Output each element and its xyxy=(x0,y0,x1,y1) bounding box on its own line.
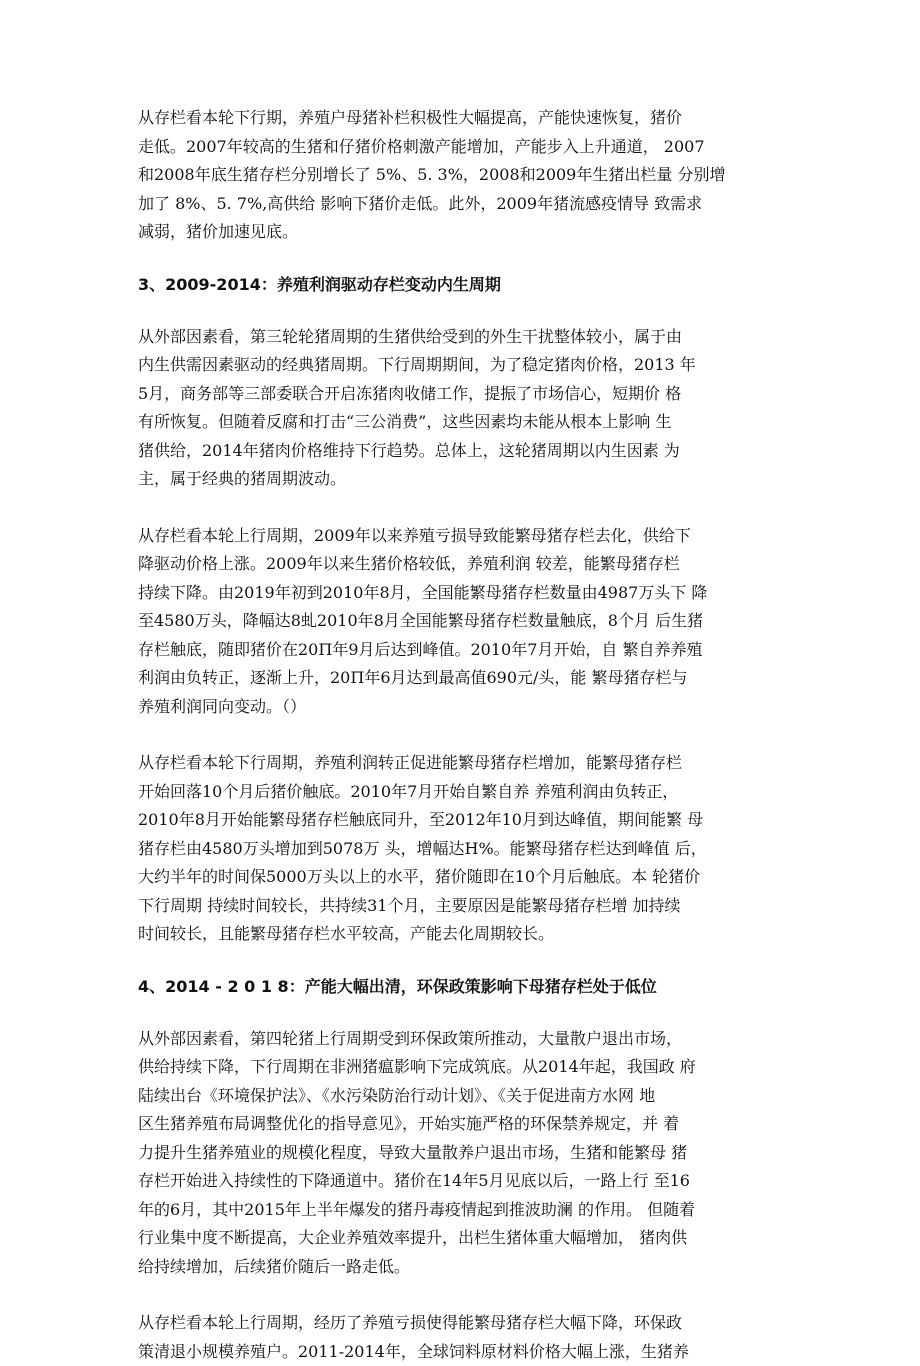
section-heading-4: 4、2014 - 2 0 1 8：产能大幅出清，环保政策影响下母猪存栏处于低位 xyxy=(138,976,657,996)
section-heading-3: 3、2009-2014：养殖利润驱动存栏变动内生周期 xyxy=(138,274,501,294)
paragraph-external-factors-3: 从外部因素看，第三轮轮猪周期的生猪供给受到的外生干扰整体较小，属于由 内生供需因素驱动的经典猪周期。下行周期期间，为了稳定猪肉价格，2013 年 5月，商务部等三部委联合开启冻猪肉收储工作，提振了市场信心，短期价 格 有所恢复。但随着反腐和打击“三公消费”，这些因素均未能从根本上影响 生 猪供给，2014年猪肉价格维持下行趋势。总体上，这轮猪周期以内生因素 为 主，属于经典的猪周期波动。 xyxy=(138,326,696,488)
document-page xyxy=(138,104,778,1366)
paragraph-upcycle-3: 从存栏看本轮上行周期，2009年以来养殖亏损导致能繁母猪存栏去化，供给下 降驱动价格上涨。2009年以来生猪价格较低，养殖利润 较差，能繁母猪存栏 持续下降。由2019年初到2010年8月，全国能繁母猪存栏数量由4987万头下 降 至4580万头，降幅达8虬2010年8月全国能繁母猪存栏数量触底，8个月 后生猪 存栏触底，随即猪价在20Π年9月后达到峰值。2010年7月开始，自 繁自养养殖 利润由负转正，逐渐上升，20Π年6月达到最高值690元/头，能 繁母猪存栏与 养殖利润同向变动。（） xyxy=(138,525,708,716)
paragraph-external-factors-4: 从外部因素看，第四轮猪上行周期受到环保政策所推动，大量散户退出市场， 供给持续下降，下行周期在非洲猪瘟影响下完成筑底。从2014年起，我国政 府 陆续出台《环境保护法》、《水污染防治行动计划》、《关于促进南方水网 地 区生猪养殖布局调整优化的指导意见》，开始实施严格的环保禁养规定，并 着 力提升生猪养殖业的规模化程度，导致大量散养户退出市场，生猪和能繁母 猪 存栏开始进入持续性的下降通道中。猪价在14年5月见底以后，一路上行 至16 年的6月，其中2015年上半年爆发的猪丹毒疫情起到推波助澜 的作用。 但随着 行业集中度不断提高，大企业养殖效率提升，出栏生猪体重大幅增加， 猪肉供 给持续增加，后续猪价随后一路走低。 xyxy=(138,1028,696,1276)
paragraph-downcycle-3: 从存栏看本轮下行周期，养殖利润转正促进能繁母猪存栏增加，能繁母猪存栏 开始回落10个月后猪价触底。2010年7月开始自繁自养 养殖利润由负转正， 2010年8月开始能繁母猪存栏触底同升，至2012年10月到达峰值，期间能繁 母 猪存栏由4580万头增加到5078万 头，增幅达H%。能繁母猪存栏达到峰值 后， 大约半年的时间保5000万头以上的水平，猪价随即在10个月后触底。本 轮猪价 下行周期 持续时间较长，共持续31个月，主要原因是能繁母猪存栏增 加持续 时间较长，且能繁母猪存栏水平较高，产能去化周期较长。 xyxy=(138,753,707,943)
paragraph-2008-downcycle: 从存栏看本轮下行期，养殖户母猪补栏积极性大幅提高，产能快速恢复，猪价 走低。2007年较高的生猪和仔猪价格刺激产能增加，产能步入上升通道， 2007 和2008年底生猪存栏分别增长了 5%、5. 3%，2008和2009年生猪出栏量 分别增 加了 8%、5. 7%,高供给 影响下猪价走低。此外，2009年猪流感疫情导 致需求 减弱，猪价加速见底。 xyxy=(138,108,726,241)
paragraph-upcycle-4: 从存栏看本轮上行周期，经历了养殖亏损使得能繁母猪存栏大幅下降，环保政 策清退小规模养殖户。2011-2014年，全球饲料原材料价格大幅上涨，生猪养 xyxy=(138,1313,689,1361)
